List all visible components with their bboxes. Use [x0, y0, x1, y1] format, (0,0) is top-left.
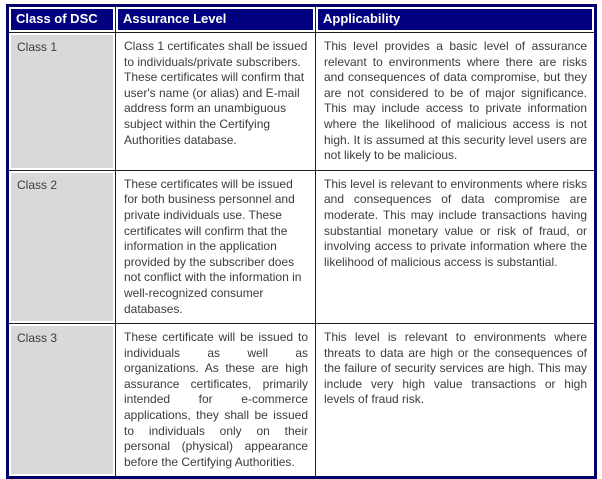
class-label: Class 3 [17, 331, 58, 346]
header-cell-applicability [316, 6, 596, 33]
header-label-applicability: Applicability [323, 11, 401, 26]
assurance-level-cell [116, 324, 316, 478]
assurance-level-text: These certificates will be issued for both business personnel and private individuals use. These certificates will confirm that the information in the application provided by the subscriber does not conflict with the information in well-recognized consumer databases. [124, 176, 302, 316]
assurance-level-cell [116, 33, 316, 171]
header-row [8, 6, 596, 33]
table-row-class-3 [8, 324, 596, 478]
applicability-text: This level is relevant to environments where risks and consequences of data compromise are moderate. This may include transactions having substantial monetary value or risk of fraud, or involving access to private information where the likelihood of malicious access is substantial. [324, 176, 587, 269]
assurance-level-text: Class 1 certificates shall be issued to individuals/private subscribers. These certificates will confirm that user's name (or alias) and E-mail address form an unambiguous subject within the Certifying Authorities database. [124, 39, 308, 147]
assurance-level-cell [116, 170, 316, 323]
applicability-text: This level is relevant to environments where threats to data are high or the consequences of the failure of security services are high. This may include very high value transactions or high levels of fraud risk. [324, 330, 587, 407]
applicability-cell [316, 33, 596, 171]
class-label: Class 2 [17, 177, 58, 192]
applicability-text: This level provides a basic level of assurance relevant to environments where there are risks and consequences of data compromise, but they are not considered to be of major significance. This may include access to private information where the likelihood of malicious access is not high. It is assumed at this security level users are not likely to be malicious. [324, 39, 587, 163]
dsc-classes-table [6, 4, 597, 479]
class-label-cell [8, 324, 116, 478]
applicability-cell [316, 324, 596, 478]
table-row-class-1 [8, 33, 596, 171]
class-label: Class 1 [17, 40, 58, 54]
header-cell-class-of-dsc [8, 6, 116, 33]
class-label-cell [8, 170, 116, 323]
header-label-assurance-level: Assurance Level [123, 11, 227, 26]
header-label-class-of-dsc: Class of DSC [16, 11, 98, 26]
assurance-level-text: These certificate will be issued to individuals as well as organizations. As these are high assurance certificates, primarily intended for e-commerce applications, they shall be issued to individuals only on their personal (physical) appearance before the Certifying Authorities. [124, 330, 308, 469]
class-label-cell [8, 33, 116, 171]
table-row-class-2 [8, 170, 596, 323]
applicability-cell [316, 170, 596, 323]
header-cell-assurance-level [116, 6, 316, 33]
